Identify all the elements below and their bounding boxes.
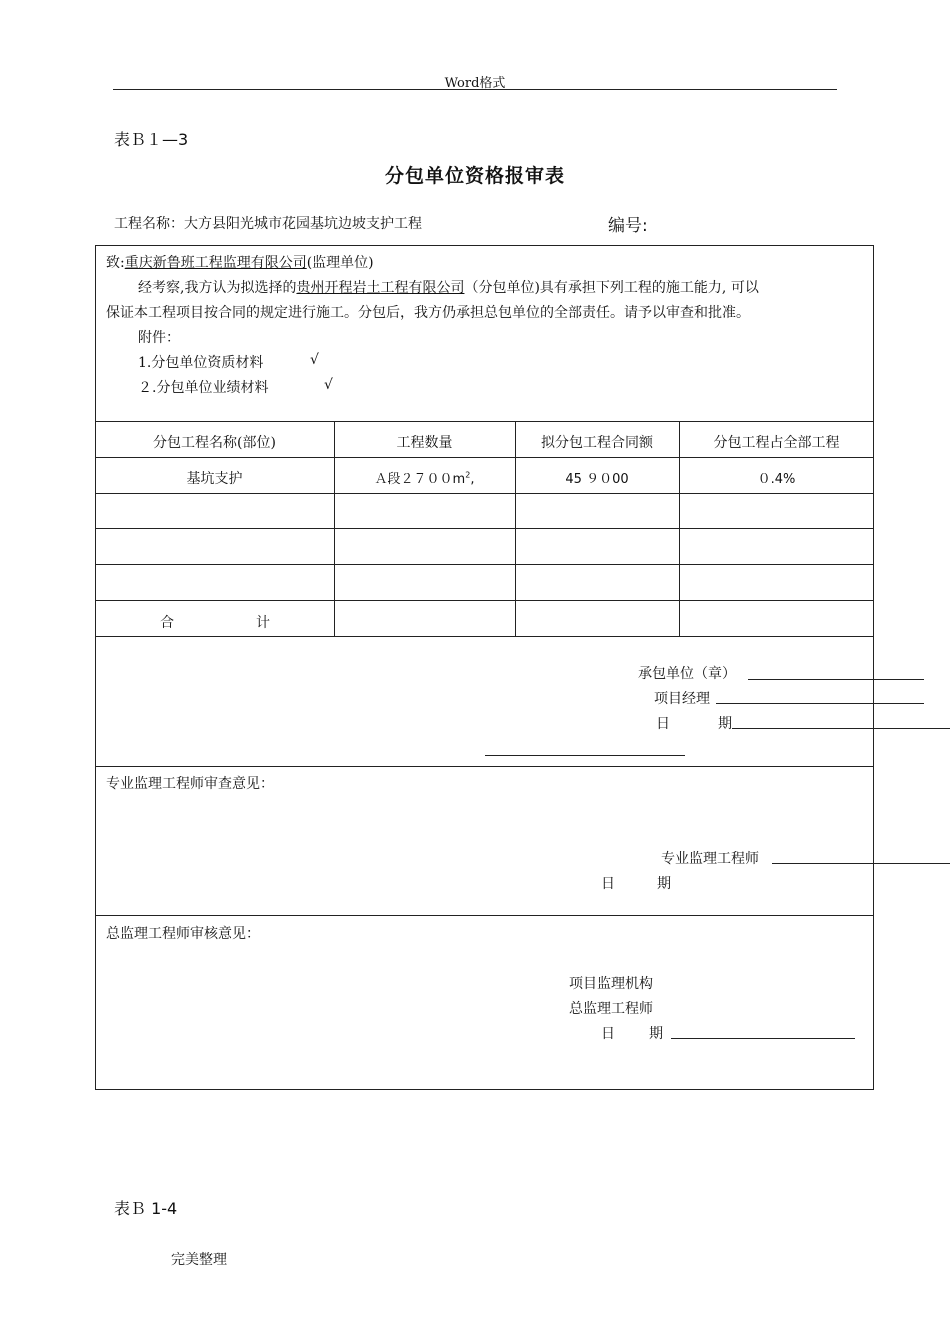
supervision-org-label: 项目监理机构 [569, 976, 653, 992]
cell-percent: ０.4% [757, 472, 796, 487]
attachment-label: 附件： [138, 330, 180, 346]
cell-qty-comma: , [470, 472, 475, 487]
rule-table-top [95, 421, 874, 422]
serial-label: 编号: [608, 216, 648, 236]
th-name: 分包工程名称(部位) [153, 435, 276, 451]
check-1: √ [310, 352, 319, 368]
subcontractor-name: 贵州开程岩土工程有限公司 [296, 280, 465, 296]
rule-table-bottom [95, 636, 874, 637]
cell-qty-value: Ａ段２７００ [374, 472, 453, 487]
th-qty: 工程数量 [396, 435, 453, 451]
date1-b: 期 [718, 716, 732, 732]
project-manager-label: 项目经理 [654, 691, 710, 707]
chief-review-label: 总监理工程师审核意见： [106, 926, 260, 942]
supervision-unit: 重庆新鲁班工程监理有限公司 [124, 255, 307, 271]
body-p1a: 经考察,我方认为拟选择的 [138, 280, 297, 296]
project-label [114, 213, 422, 233]
extra-line [485, 755, 685, 756]
attachment-2: ２.分包单位业绩材料 [138, 380, 269, 396]
total-label-a: 合 [160, 615, 174, 631]
to-suffix: (监理单位) [306, 255, 374, 271]
total-label-b: 计 [256, 615, 270, 631]
header-rule [113, 89, 837, 90]
attachment-1: 1.分包单位资质材料 [138, 355, 264, 371]
cell-qty [334, 468, 515, 487]
rule-section3 [95, 915, 874, 916]
rule-row3 [95, 564, 874, 565]
next-form-number: 表Ｂ 1-4 [114, 1199, 178, 1218]
rule-section2 [95, 766, 874, 767]
check-2: √ [324, 377, 333, 393]
to-line [106, 252, 374, 272]
contractor-seal-line [748, 679, 924, 680]
col-divider-2 [515, 421, 516, 636]
date3-line [671, 1038, 855, 1039]
date1-line [732, 728, 950, 729]
form-title: 分包单位资格报审表 [384, 165, 565, 187]
cell-name: 基坑支护 [186, 471, 243, 487]
body-line-2: 保证本工程项目按合同的规定进行施工。分包后，我方仍承担总包单位的全部责任。请予以审查和批准。 [106, 305, 750, 321]
page-footer: 完美整理 [171, 1252, 227, 1268]
project-name: 大方县阳光城市花园基坑边坡支护工程 [184, 216, 422, 232]
th-percent: 分包工程占全部工程 [713, 435, 840, 451]
cell-amount: 45 ９０00 [565, 472, 629, 487]
date2-a: 日 [601, 876, 615, 892]
page-header: Word格式 [444, 76, 506, 91]
specialist-review-label: 专业监理工程师审查意见： [106, 776, 274, 792]
date2-b: 期 [657, 876, 671, 892]
to-prefix: 致: [106, 255, 125, 271]
contractor-seal-label: 承包单位（章） [638, 666, 736, 682]
rule-row4 [95, 600, 874, 601]
cell-qty-unit: m [452, 472, 466, 487]
project-manager-line [716, 703, 924, 704]
rule-header-bottom [95, 457, 874, 458]
chief-engineer-label: 总监理工程师 [569, 1001, 653, 1017]
rule-row2 [95, 528, 874, 529]
date1-a: 日 [656, 716, 670, 732]
cell-qty-sup: 2 [465, 470, 471, 480]
date3-b: 期 [649, 1026, 663, 1042]
th-amount: 拟分包工程合同额 [541, 435, 653, 451]
form-number: 表Ｂ１—3 [114, 130, 189, 149]
col-divider-3 [679, 421, 680, 636]
col-divider-1 [334, 421, 335, 636]
project-label-text: 工程名称： [114, 216, 184, 232]
date3-a: 日 [601, 1026, 615, 1042]
body-p1b: （分包单位)具有承担下列工程的施工能力, 可以 [464, 280, 759, 296]
body-line-1 [138, 277, 759, 297]
specialist-engineer-label: 专业监理工程师 [661, 851, 759, 867]
specialist-engineer-line [772, 863, 950, 864]
rule-row1 [95, 493, 874, 494]
